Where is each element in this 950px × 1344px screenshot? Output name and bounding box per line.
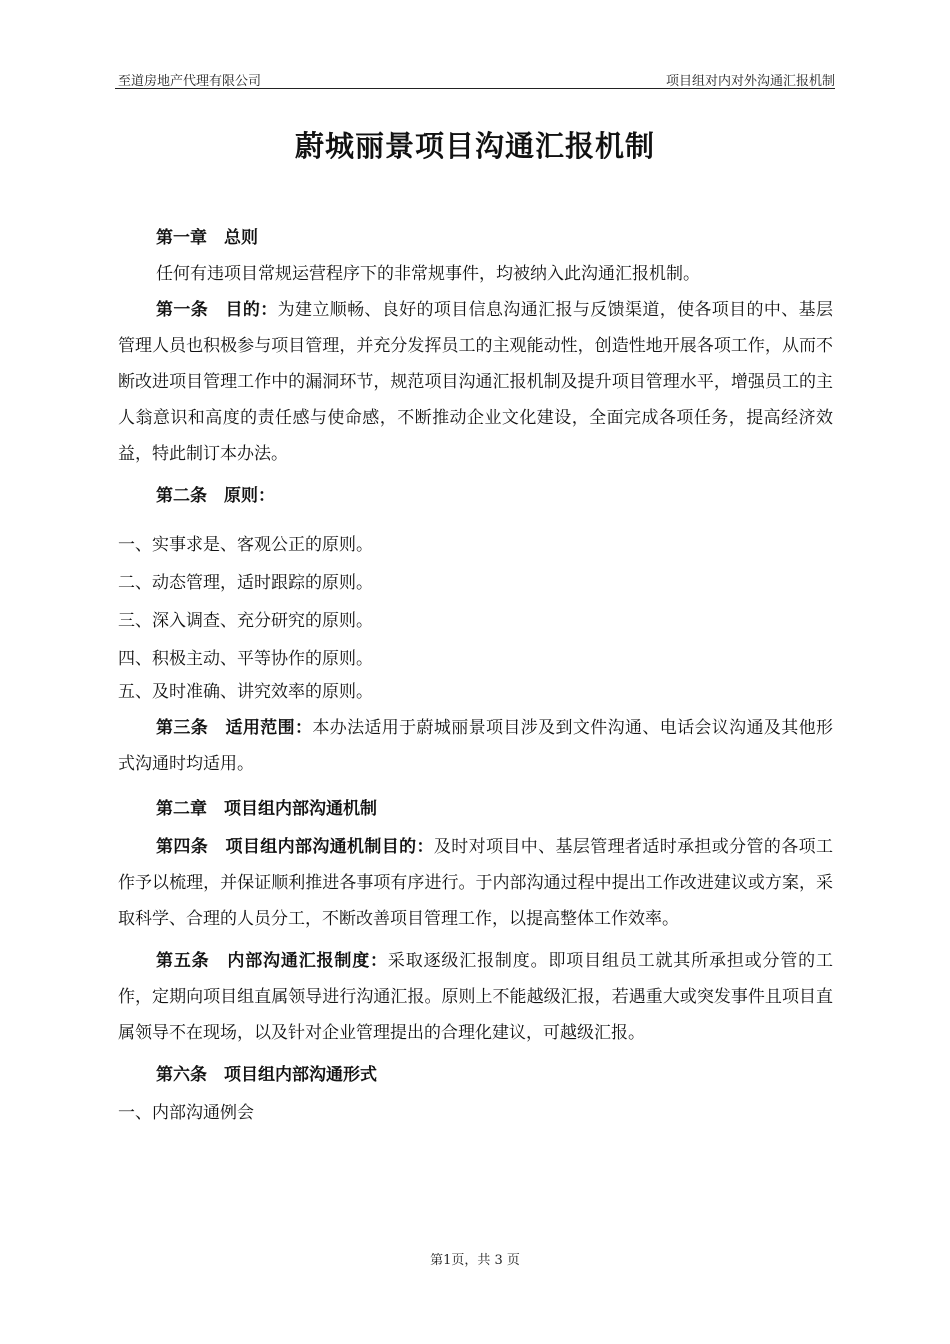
chapter-1-heading: 第一章 总则 (156, 228, 258, 248)
chapter-1-intro: 任何有违项目常规运营程序下的非常规事件，均被纳入此沟通汇报机制。 (156, 264, 700, 284)
article-2-heading: 第二条 原则： (156, 486, 275, 506)
article-4 (118, 829, 833, 937)
principle-item: 五、及时准确、讲究效率的原则。 (118, 682, 373, 702)
section-chapter-1 (118, 220, 833, 514)
document-title: 蔚城丽景项目沟通汇报机制 (294, 129, 655, 163)
article-6-heading: 第六条 项目组内部沟通形式 (156, 1065, 377, 1085)
chapter-2-heading: 第二章 项目组内部沟通机制 (156, 799, 377, 819)
article-1 (118, 292, 833, 472)
article-6-item-1: 一、内部沟通例会 (118, 1103, 254, 1123)
header-divider (115, 88, 835, 89)
article-1-label: 第一条 目的： (156, 300, 278, 320)
article-5-label: 第五条 内部沟通汇报制度： (156, 951, 388, 971)
header-company: 至道房地产代理有限公司 (118, 74, 262, 89)
principle-item: 一、实事求是、客观公正的原则。 (118, 535, 373, 555)
article-3-label: 第三条 适用范围： (156, 718, 313, 738)
principle-item: 三、深入调查、充分研究的原则。 (118, 611, 373, 631)
principle-item: 二、动态管理，适时跟踪的原则。 (118, 573, 373, 593)
article-3 (118, 710, 833, 782)
article-4-text: 及时对项目中、基层管理者适时承担或分管的各项工作予以梳理，并保证顺利推进各事项有序进行。于内部沟通过程中提出工作改进建议或方案，采取科学、合理的人员分工，不断改善项目管理工作，以提高整体工作效率。 (118, 837, 834, 929)
page-number: 第1页，共 3 页 (430, 1253, 520, 1268)
section-chapter-2 (118, 791, 833, 1131)
header-document-name: 项目组对内对外沟通汇报机制 (665, 74, 835, 89)
article-5 (118, 943, 833, 1051)
article-3-text: 本办法适用于蔚城丽景项目涉及到文件沟通、电话会议沟通及其他形式沟通时均适用。 (118, 718, 834, 774)
article-5-text: 采取逐级汇报制度。即项目组员工就其所承担或分管的工作，定期向项目组直属领导进行沟通汇报。原则上不能越级汇报，若遇重大或突发事件且项目直属领导不在现场，以及针对企业管理提出的合理化建议，可越级汇报。 (118, 951, 834, 1043)
principle-item: 四、积极主动、平等协作的原则。 (118, 649, 373, 669)
section-article-3 (118, 710, 833, 782)
article-4-label: 第四条 项目组内部沟通机制目的： (156, 837, 434, 857)
principles-list (118, 527, 833, 710)
article-1-text: 为建立顺畅、良好的项目信息沟通汇报与反馈渠道，使各项目的中、基层管理人员也积极参与项目管理，并充分发挥员工的主观能动性，创造性地开展各项工作，从而不断改进项目管理工作中的漏洞环节，规范项目沟通汇报机制及提升项目管理水平，增强员工的主人翁意识和高度的责任感与使命感，不断推动企业文化建设，全面完成各项任务，提高经济效益，特此制订本办法。 (118, 300, 834, 464)
